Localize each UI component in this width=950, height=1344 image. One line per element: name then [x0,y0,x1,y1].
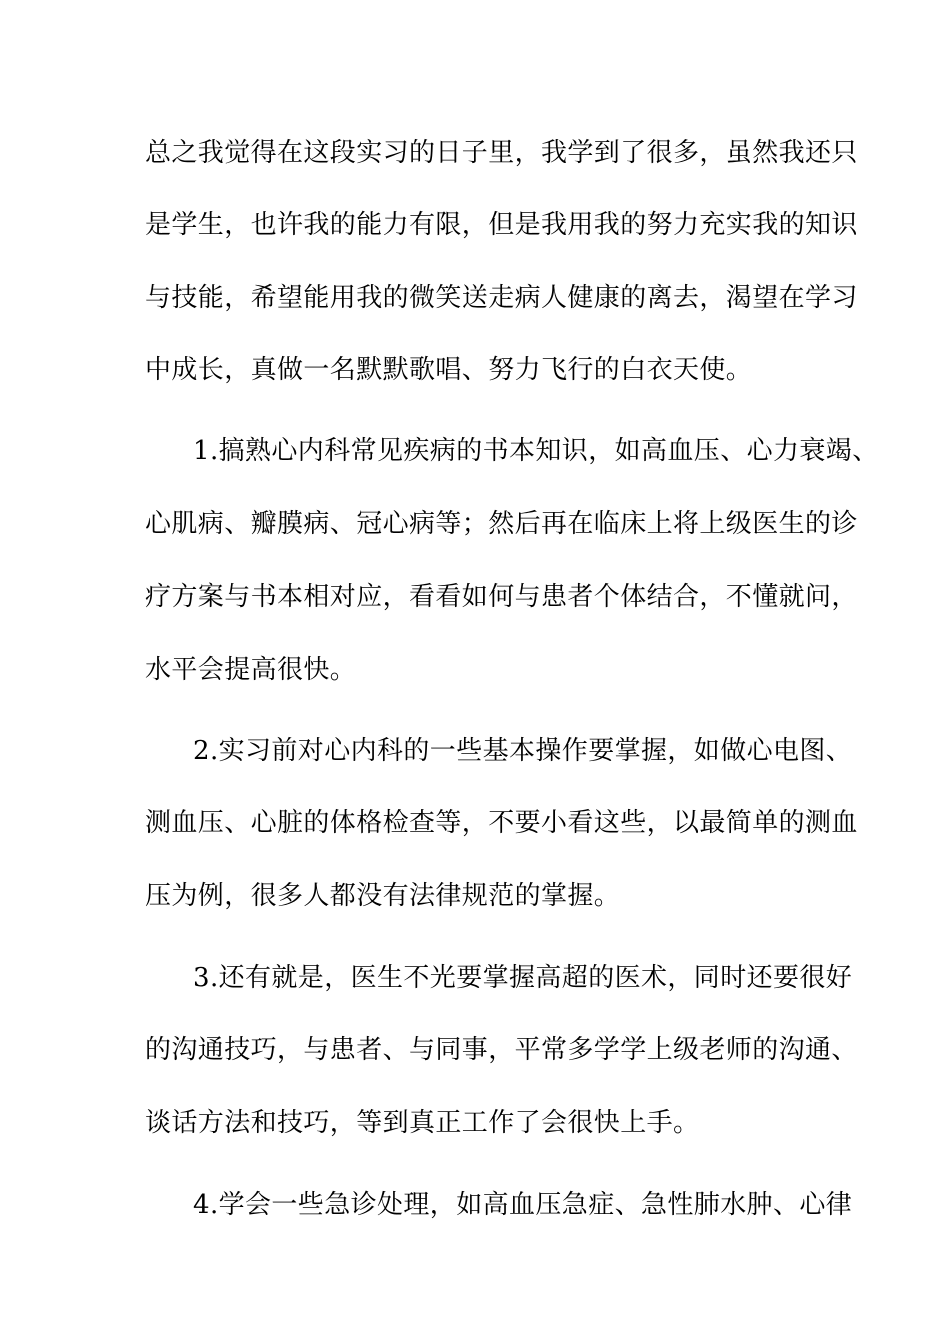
paragraph-line: 1.搞熟心内科常见疾病的书本知识，如高血压、心力衰竭、 [193,436,879,466]
paragraph-line: 2.实习前对心内科的一些基本操作要掌握，如做心电图、 [193,736,853,766]
paragraph-line: 疗方案与书本相对应，看看如何与患者个体结合，不懂就问， [145,582,858,612]
paragraph-line: 的沟通技巧，与患者、与同事，平常多学学上级老师的沟通、 [145,1035,858,1065]
paragraph-line: 4.学会一些急诊处理，如高血压急症、急性肺水肿、心律 [193,1190,853,1220]
paragraph-line: 中成长，真做一名默默歌唱、努力飞行的白衣天使。 [145,355,753,385]
paragraph-line: 3.还有就是，医生不光要掌握高超的医术，同时还要很好 [193,963,853,993]
paragraph-line: 谈话方法和技巧，等到真正工作了会很快上手。 [145,1108,700,1138]
paragraph-line: 是学生，也许我的能力有限，但是我用我的努力充实我的知识 [145,210,858,240]
paragraph-line: 水平会提高很快。 [145,655,357,685]
paragraph-line: 总之我觉得在这段实习的日子里，我学到了很多，虽然我还只 [145,138,858,168]
paragraph-line: 与技能，希望能用我的微笑送走病人健康的离去，渴望在学习 [145,283,858,313]
paragraph-line: 测血压、心脏的体格检查等，不要小看这些，以最简单的测血 [145,808,858,838]
paragraph-line: 心肌病、瓣膜病、冠心病等；然后再在临床上将上级医生的诊 [145,509,858,539]
paragraph-line: 压为例，很多人都没有法律规范的掌握。 [145,881,621,911]
